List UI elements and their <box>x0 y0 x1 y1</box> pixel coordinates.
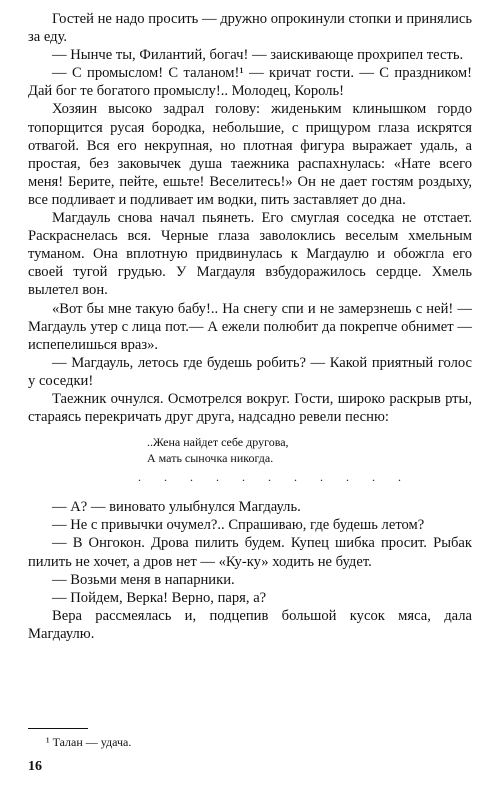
ellipsis-dots: . . . . . . . . . . . <box>138 470 411 485</box>
footnote-divider <box>28 728 88 729</box>
paragraph: — А? — виновато улыбнулся Магдауль. <box>52 499 301 516</box>
paragraph: Вера рассмеялась и, подцепив большой кусок мяса, дала Магдаулю. <box>28 607 472 642</box>
paragraph: — Возьми меня в напарники. <box>52 571 235 588</box>
paragraph: Хозяин высоко задрал голову: жиденьким клинышком гордо топорщится русая бородка, небольшие, с прищуром глаза искрятся отвагой. Вся его некрупная, но плотная фигура выражает удаль, а простая, без заковычек душа таежника распахнулась: «Нате всего меня! Берите, пейте, ешьте! Веселитесь!» Он не дает гостям роздыху, все подливает и подливает им водки, пить заставляет до дна. <box>28 101 472 208</box>
paragraph: — Пойдем, Верка! Верно, паря, а? <box>52 589 267 606</box>
page-number: 16 <box>28 759 42 774</box>
song-verse <box>147 434 472 466</box>
paragraph: Магдауль снова начал пьянеть. Его смуглая соседка не отстает. Раскраснелась вся. Черные глаза заволоклись веселым хмельным туманом. Она вплотную придвинулась к Магдаулю и обожгла его своей тугой грудью. У Магдауля взбудоражилось сердце. Хмель вылетел вон. <box>28 210 472 299</box>
paragraph: Гостей не надо просить — дружно опрокинули стопки и принялись за еду. <box>28 11 472 46</box>
footnote: ¹ Талан — удача. <box>46 735 132 749</box>
verse-line: А мать сыночка никогда. <box>147 451 274 466</box>
paragraph: Таежник очнулся. Осмотрелся вокруг. Гости, широко раскрыв рты, стараясь перекричать друг друга, надсадно ревели песню: <box>28 390 472 426</box>
body-text <box>28 10 472 643</box>
paragraph: — Нынче ты, Филантий, богач! — заискивающе прохрипел тесть. <box>52 47 464 64</box>
verse-line: ..Жена найдет себе другова, <box>147 435 289 450</box>
paragraph: — Не с привычки очумел?.. Спрашиваю, где будешь летом? <box>52 517 425 534</box>
paragraph: — В Онгокон. Дрова пилить будем. Купец шибка просит. Рыбак пилить не хочет, а дров нет — «Ку-ку» ходить не будет. <box>28 535 472 570</box>
paragraph: — С промыслом! С таланом!¹ — кричат гости. — С праздником! Дай бог те богатого промыслу!.. Молодец, Король! <box>28 65 472 100</box>
paragraph: «Вот бы мне такую бабу!.. На снегу спи и не замерзнешь с ней! — Магдауль утер с лица пот.— А ежели полюбит да покрепче обнимет — испепелишься враз». <box>28 300 472 353</box>
paragraph: — Магдауль, летось где будешь робить? — Какой приятный голос у соседки! <box>28 354 472 389</box>
